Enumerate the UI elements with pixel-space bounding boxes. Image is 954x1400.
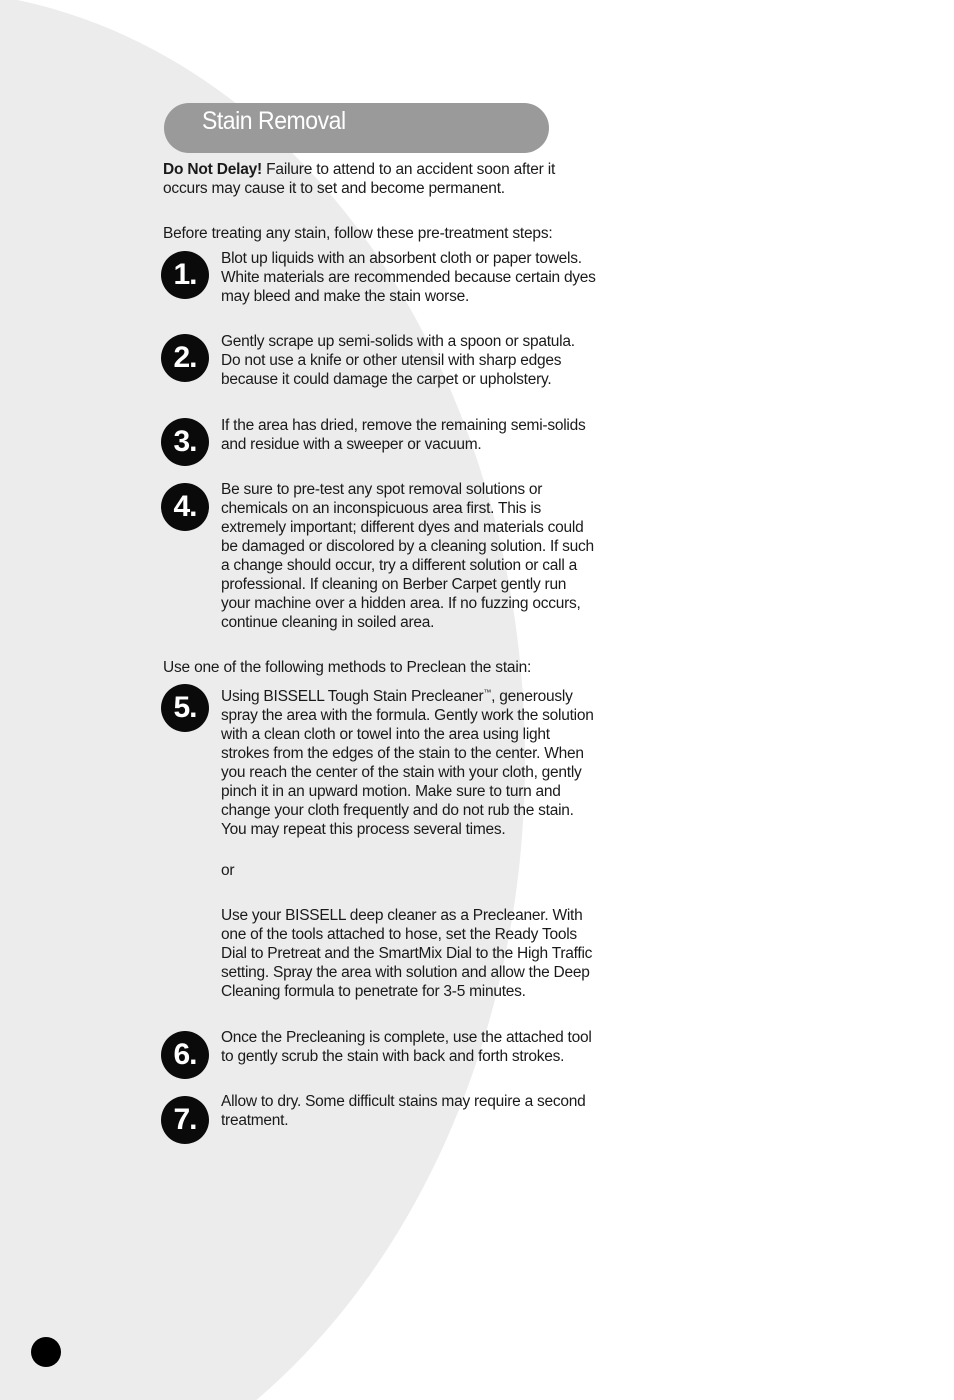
step-1-badge: 1. [161,251,209,299]
trademark-symbol: ™ [483,688,492,697]
step-4-badge: 4. [161,483,209,531]
step-2-badge: 2. [161,334,209,382]
step-6-badge: 6. [161,1031,209,1079]
step-3-text: If the area has dried, remove the remaining semi-solids and residue with a sweeper or vacuum. [221,417,586,453]
intro-paragraph [163,160,603,198]
alternative-method-text: Use your BISSELL deep cleaner as a Precleaner. With one of the tools attached to hose, set the Ready Tools Dial to Pretreat and the SmartMix Dial to the High Traffic setting. Spray the area with solution and allow the Deep Cleaning formula to penetrate for 3-5 minutes. [221,907,593,1000]
step-5-badge: 5. [161,684,209,732]
step-4-text: Be sure to pre-test any spot removal solutions or chemicals on an inconspicuous area first. This is extremely important; different dyes and materials could be damaged or discolored by a cleaning solution. If such a change should occur, try a different solution or call a professional. If cleaning on Berber Carpet gently run your machine over a hidden area. If no fuzzing occurs, continue cleaning in soiled area. [221,481,594,631]
step-7-badge: 7. [161,1096,209,1144]
section-title-banner [164,103,549,153]
preclean-heading: Use one of the following methods to Preclean the stain: [163,659,532,676]
step-5-text-a: Using BISSELL Tough Stain Precleaner [221,688,484,706]
step-3-badge: 3. [161,418,209,466]
page-title: Stain Removal [202,107,346,135]
intro-bold: Do Not Delay! [163,161,263,178]
intro-text: Failure to attend to an accident soon after it occurs may cause it to set and become permanent. [163,161,556,197]
step-2-text: Gently scrape up semi-solids with a spoon or spatula. Do not use a knife or other utensil with sharp edges because it could damage the carpet or upholstery. [221,333,575,388]
step-5-text-b: , generously spray the area with the formula. Gently work the solution with a clean cloth or towel into the area using light strokes from the edges of the stain to the center. When you reach the center of the stain with your cloth, gently pinch it in an upward motion. Make sure to turn and change your cloth frequently and do not rub the stain. You may repeat this process several times. [221,688,594,839]
pretreat-heading: Before treating any stain, follow these pre-treatment steps: [163,225,553,242]
step-7-text: Allow to dry. Some difficult stains may require a second treatment. [221,1093,586,1129]
step-1-text: Blot up liquids with an absorbent cloth or paper towels. White materials are recommended because certain dyes may bleed and make the stain worse. [221,250,596,305]
step-6-text: Once the Precleaning is complete, use the attached tool to gently scrub the stain with back and forth strokes. [221,1029,592,1065]
step-5-text [221,683,597,839]
or-separator: or [221,862,235,879]
page-marker-dot [31,1337,61,1367]
